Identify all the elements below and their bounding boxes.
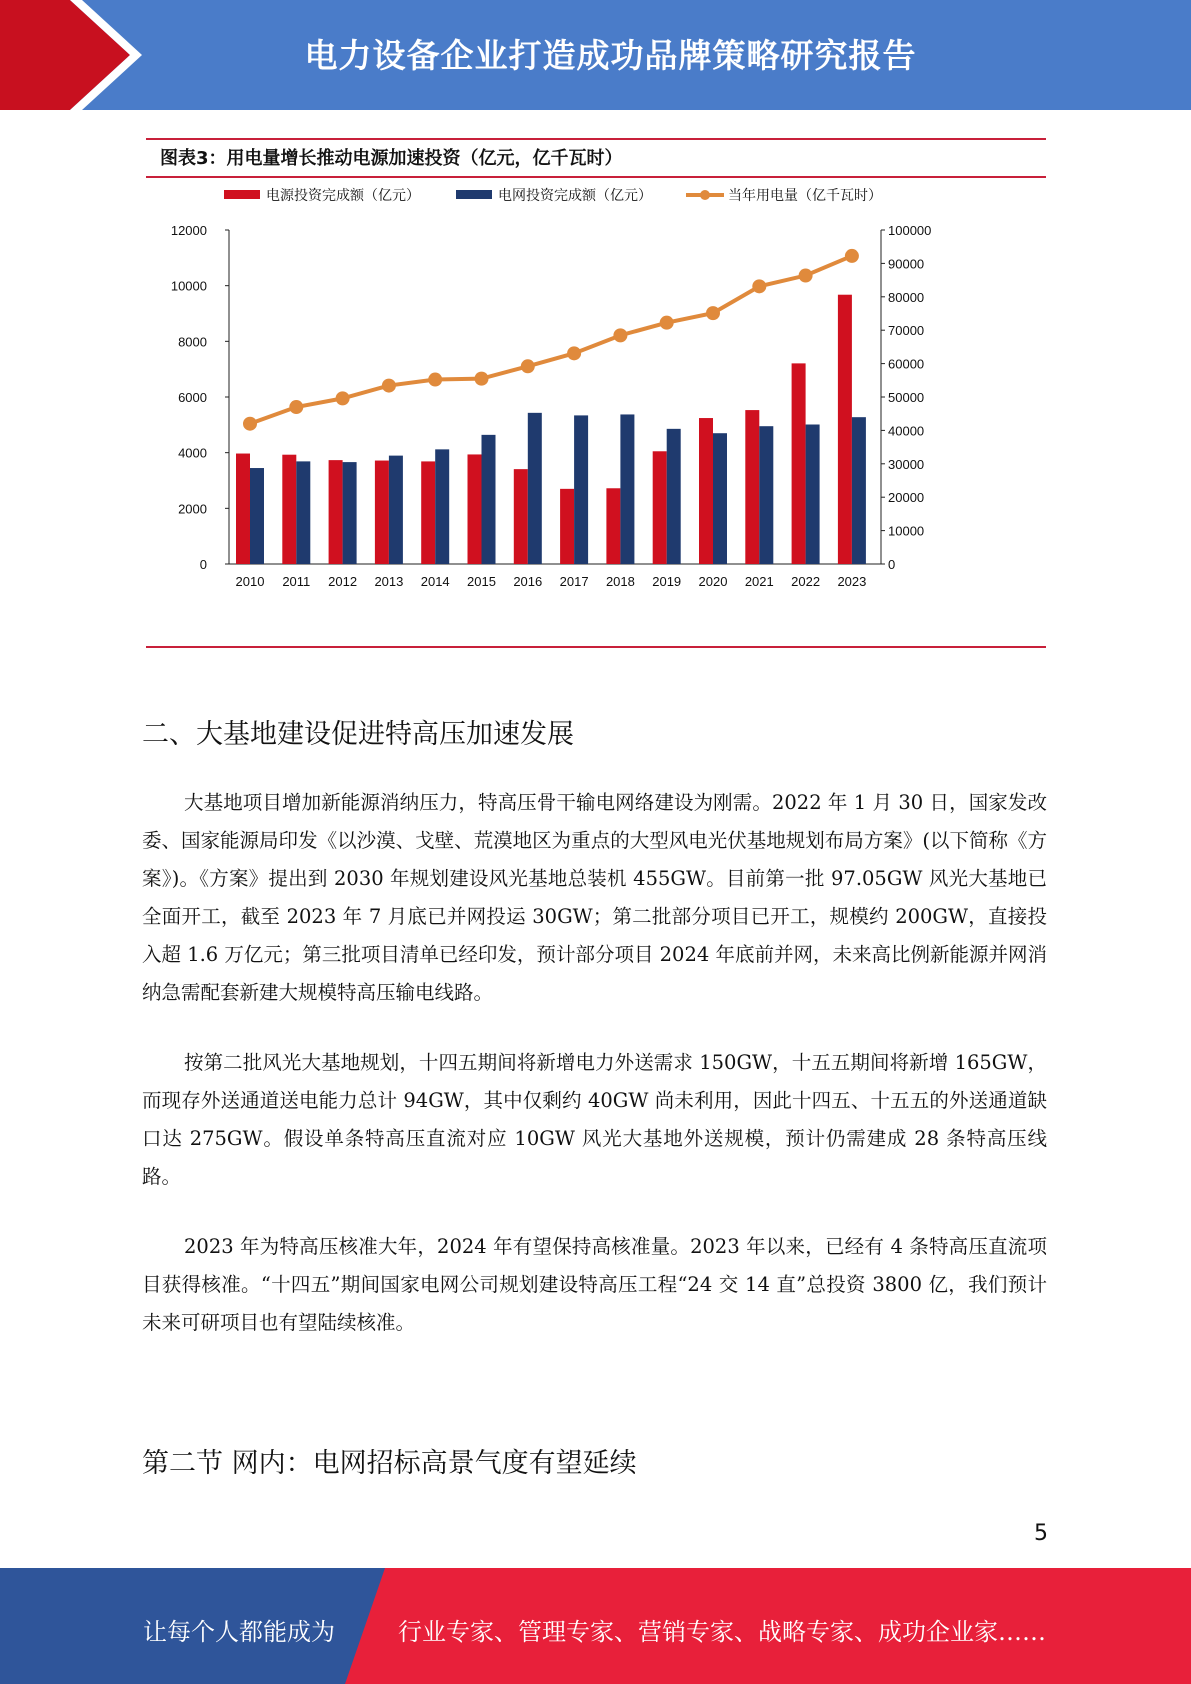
- x-tick-label: 2023: [837, 574, 867, 589]
- legend-swatch-1: [456, 190, 492, 199]
- consumption-point-2012: [336, 391, 350, 405]
- x-tick-label: 2016: [513, 574, 543, 589]
- subsection-heading: 第二节 网内：电网招标高景气度有望延续: [142, 1448, 637, 1479]
- bar-power-source-2014: [421, 461, 435, 564]
- left-tick-label: 10000: [170, 278, 207, 294]
- x-tick-label: 2015: [467, 574, 496, 589]
- bar-power-source-2022: [792, 363, 806, 564]
- consumption-point-2022: [799, 269, 813, 283]
- consumption-point-2016: [521, 359, 535, 373]
- x-tick-label: 2013: [374, 574, 404, 589]
- consumption-point-2018: [613, 328, 627, 342]
- legend-swatch-0: [224, 190, 260, 199]
- x-tick-label: 2018: [605, 574, 635, 589]
- x-tick-label: 2019: [652, 574, 682, 589]
- x-tick-label: 2021: [744, 574, 774, 589]
- right-tick-label: 80000: [888, 289, 925, 305]
- bar-power-source-2010: [236, 454, 250, 564]
- left-tick-label: 8000: [178, 334, 207, 350]
- left-tick-label: 12000: [170, 223, 207, 238]
- x-tick-label: 2014: [420, 574, 450, 589]
- bar-power-source-2020: [699, 418, 713, 564]
- bar-grid-2018: [620, 414, 634, 564]
- right-tick-label: 60000: [888, 356, 925, 372]
- paragraph-1: 大基地项目增加新能源消纳压力，特高压骨干输电网络建设为刚需。2022 年 1 月 30 日，国家发改委、国家能源局印发《以沙漠、戈壁、荒漠地区为重点的大型风电光伏基地规划布局方案》(以下简称《方案》)。《方案》提出到 2030 年规划建设风光基地总装机 455GW。目前第一批 97.05GW 风光大基地已全面开工，截至 2023 年 7 月底已并网投运 30GW；第二批部分项目已开工，规模约 200GW，直接投入超 1.6 万亿元；第三批项目清单已经印发，预计部分项目 2024 年底前并网，未来高比例新能源并网消纳急需配套新建大规模特高压输电线路。: [142, 791, 1047, 1004]
- bar-power-source-2011: [282, 455, 296, 564]
- consumption-point-2019: [660, 316, 674, 330]
- bar-grid-2015: [482, 435, 496, 564]
- page-number: 5: [1034, 1521, 1048, 1546]
- bar-power-source-2016: [514, 469, 528, 564]
- bar-power-source-2019: [653, 451, 667, 564]
- legend-label: 电源投资完成额（亿元）: [266, 188, 420, 204]
- bar-power-source-2023: [838, 295, 852, 564]
- bar-grid-2020: [713, 433, 727, 564]
- consumption-point-2015: [475, 372, 489, 386]
- x-tick-label: 2011: [282, 574, 311, 589]
- legend-label: 当年用电量（亿千瓦时）: [728, 188, 882, 204]
- bar-grid-2013: [389, 456, 403, 564]
- figure-title: 图表3：用电量增长推动电源加速投资（亿元，亿千瓦时）: [160, 148, 623, 169]
- bar-power-source-2018: [606, 488, 620, 564]
- right-tick-label: 10000: [888, 523, 925, 539]
- consumption-point-2010: [243, 417, 257, 431]
- x-tick-label: 2012: [328, 574, 358, 589]
- bar-grid-2014: [435, 449, 449, 564]
- right-tick-label: 90000: [888, 256, 925, 272]
- section-heading: 二、大基地建设促进特高压加速发展: [142, 719, 574, 750]
- consumption-point-2020: [706, 306, 720, 320]
- legend-label: 电网投资完成额（亿元）: [498, 188, 652, 204]
- left-tick-label: 0: [199, 557, 207, 572]
- x-tick-label: 2010: [235, 574, 265, 589]
- left-tick-label: 4000: [178, 445, 207, 461]
- consumption-point-2011: [289, 400, 303, 414]
- bar-grid-2011: [296, 461, 310, 564]
- paragraph-2: 按第二批风光大基地规划，十四五期间将新增电力外送需求 150GW，十五五期间将新增 165GW，而现存外送通道送电能力总计 94GW，其中仅剩约 40GW 尚未利用，因此十四五、十五五的外送通道缺口达 275GW。假设单条特高压直流对应 10GW 风光大基地外送规模，预计仍需建成 28 条特高压线路。: [142, 1051, 1047, 1188]
- consumption-point-2023: [845, 249, 859, 263]
- bar-grid-2019: [667, 429, 681, 564]
- bar-grid-2021: [759, 426, 773, 564]
- bar-power-source-2013: [375, 461, 389, 564]
- x-tick-label: 2020: [698, 574, 728, 589]
- right-tick-label: 40000: [888, 423, 925, 439]
- page-footer: [0, 1568, 1191, 1684]
- figure-top-rule: [146, 138, 1046, 140]
- legend-swatch-marker-2: [700, 190, 710, 200]
- footer-slogan-left: 让每个人都能成为: [143, 1618, 335, 1646]
- x-tick-label: 2017: [559, 574, 589, 589]
- bar-power-source-2015: [468, 454, 482, 564]
- bar-grid-2022: [806, 424, 820, 564]
- consumption-point-2013: [382, 379, 396, 393]
- footer-slogan-right: 行业专家、管理专家、营销专家、战略专家、成功企业家……: [398, 1618, 1046, 1646]
- bar-power-source-2017: [560, 489, 574, 564]
- figure-bottom-rule: [146, 646, 1046, 648]
- right-tick-label: 50000: [888, 390, 925, 405]
- bar-grid-2010: [250, 468, 264, 564]
- paragraph-3: 2023 年为特高压核准大年，2024 年有望保持高核准量。2023 年以来，已经有 4 条特高压直流项目获得核准。“十四五”期间国家电网公司规划建设特高压工程“24 交 14 直”总投资 3800 亿，我们预计未来可研项目也有望陆续核准。: [142, 1235, 1047, 1334]
- left-tick-label: 6000: [178, 390, 207, 405]
- right-tick-label: 20000: [888, 490, 925, 506]
- bar-power-source-2012: [329, 460, 343, 564]
- report-title: 电力设备企业打造成功品牌策略研究报告: [304, 36, 917, 75]
- consumption-point-2017: [567, 346, 581, 360]
- bar-grid-2016: [528, 413, 542, 564]
- page-header: [0, 0, 1191, 110]
- right-tick-label: 100000: [888, 223, 932, 238]
- right-tick-label: 30000: [888, 456, 925, 472]
- bar-grid-2012: [343, 462, 357, 564]
- consumption-point-2014: [428, 373, 442, 387]
- bar-grid-2023: [852, 417, 866, 564]
- right-tick-label: 70000: [888, 323, 925, 339]
- figure-block: [146, 138, 1046, 650]
- consumption-point-2021: [752, 279, 766, 293]
- chart: [146, 178, 1046, 648]
- bar-grid-2017: [574, 415, 588, 564]
- x-tick-label: 2022: [791, 574, 821, 589]
- right-tick-label: 0: [888, 557, 896, 572]
- bar-power-source-2021: [745, 410, 759, 564]
- left-tick-label: 2000: [178, 501, 207, 517]
